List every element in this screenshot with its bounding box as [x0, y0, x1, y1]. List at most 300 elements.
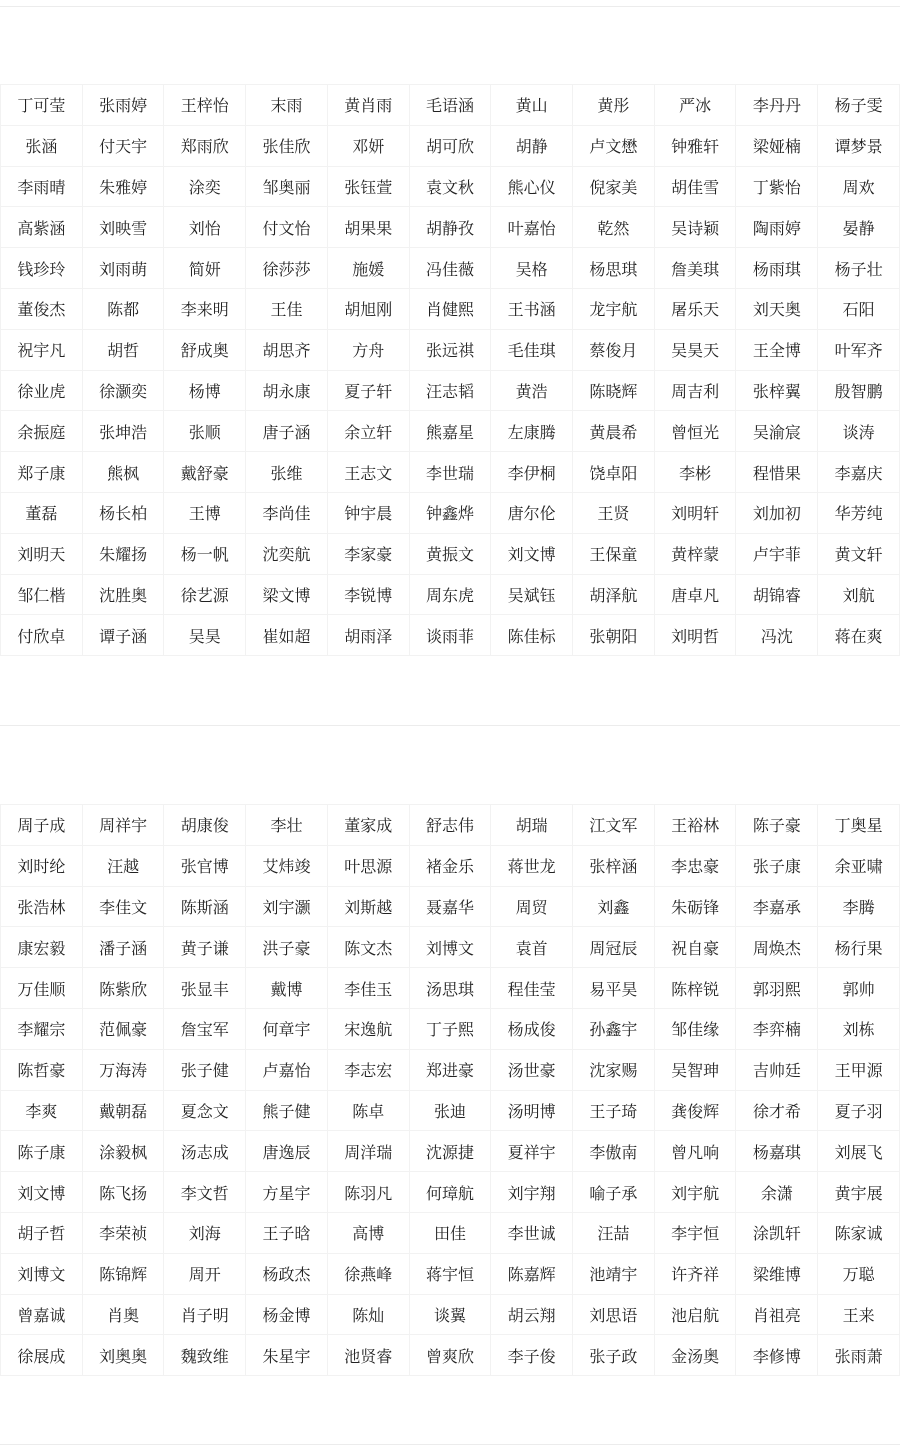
name-cell: 祝自豪 [654, 927, 736, 968]
name-cell: 夏子轩 [327, 370, 409, 411]
name-cell: 朱星宇 [246, 1335, 328, 1376]
name-cell: 胡果果 [327, 207, 409, 248]
name-cell: 张涵 [1, 125, 83, 166]
name-cell: 石阳 [818, 288, 900, 329]
name-cell: 孙鑫宇 [573, 1008, 655, 1049]
name-cell: 王子琦 [573, 1090, 655, 1131]
name-table-1 [0, 84, 900, 656]
name-cell: 刘明轩 [654, 492, 736, 533]
name-cell: 池靖宇 [573, 1253, 655, 1294]
name-cell: 毛语涵 [409, 85, 491, 126]
name-cell: 陈佳标 [491, 615, 573, 656]
name-cell: 胡佳雪 [654, 166, 736, 207]
name-cell: 徐才希 [736, 1090, 818, 1131]
name-cell: 张子政 [573, 1335, 655, 1376]
name-cell: 刘明哲 [654, 615, 736, 656]
name-cell: 胡静孜 [409, 207, 491, 248]
table-row [1, 411, 900, 452]
name-cell: 蒋在爽 [818, 615, 900, 656]
name-cell: 陈斯涵 [164, 886, 246, 927]
name-cell: 黄子谦 [164, 927, 246, 968]
name-cell: 刘博文 [409, 927, 491, 968]
table-row [1, 288, 900, 329]
name-cell: 杨子壮 [818, 248, 900, 289]
table-row [1, 452, 900, 493]
name-cell: 舒成奥 [164, 329, 246, 370]
name-cell: 李尚佳 [246, 492, 328, 533]
name-cell: 李佳文 [82, 886, 164, 927]
name-cell: 毛佳琪 [491, 329, 573, 370]
name-cell: 万佳顺 [1, 968, 83, 1009]
name-cell: 陈锦辉 [82, 1253, 164, 1294]
name-cell: 李宇恒 [654, 1212, 736, 1253]
table-row [1, 1008, 900, 1049]
name-cell: 李傲南 [573, 1131, 655, 1172]
name-cell: 艾炜竣 [246, 845, 328, 886]
name-cell: 钟鑫烨 [409, 492, 491, 533]
name-cell: 李来明 [164, 288, 246, 329]
name-cell: 沈家赐 [573, 1049, 655, 1090]
name-cell: 卢宇菲 [736, 533, 818, 574]
table-row [1, 1212, 900, 1253]
name-cell: 饶卓阳 [573, 452, 655, 493]
name-cell: 杨雨琪 [736, 248, 818, 289]
name-cell: 李爽 [1, 1090, 83, 1131]
name-cell: 祝宇凡 [1, 329, 83, 370]
name-cell: 刘天奥 [736, 288, 818, 329]
name-cell: 朱耀扬 [82, 533, 164, 574]
name-cell: 许齐祥 [654, 1253, 736, 1294]
name-cell: 胡云翔 [491, 1294, 573, 1335]
name-cell: 李彬 [654, 452, 736, 493]
name-cell: 刘文博 [1, 1172, 83, 1213]
name-cell: 王书涵 [491, 288, 573, 329]
name-cell: 魏致维 [164, 1335, 246, 1376]
name-cell: 陈子豪 [736, 805, 818, 846]
name-cell: 黄肖雨 [327, 85, 409, 126]
name-cell: 卢文懋 [573, 125, 655, 166]
name-cell: 唐尔伦 [491, 492, 573, 533]
name-cell: 涂毅枫 [82, 1131, 164, 1172]
name-cell: 胡瑞 [491, 805, 573, 846]
name-cell: 王全博 [736, 329, 818, 370]
name-cell: 左康腾 [491, 411, 573, 452]
name-cell: 邹奥丽 [246, 166, 328, 207]
name-cell: 李丹丹 [736, 85, 818, 126]
name-cell: 张官博 [164, 845, 246, 886]
name-cell: 杨子雯 [818, 85, 900, 126]
name-cell: 邓妍 [327, 125, 409, 166]
name-cell: 汤世豪 [491, 1049, 573, 1090]
name-cell: 丁紫怡 [736, 166, 818, 207]
name-cell: 卢嘉怡 [246, 1049, 328, 1090]
name-cell: 汤思琪 [409, 968, 491, 1009]
name-cell: 王梓怡 [164, 85, 246, 126]
name-cell: 陈都 [82, 288, 164, 329]
name-cell: 杨一帆 [164, 533, 246, 574]
name-cell: 吴斌钰 [491, 574, 573, 615]
name-cell: 杨嘉琪 [736, 1131, 818, 1172]
name-cell: 曾爽欣 [409, 1335, 491, 1376]
name-cell: 陈子康 [1, 1131, 83, 1172]
name-cell: 喻子承 [573, 1172, 655, 1213]
name-cell: 李修博 [736, 1335, 818, 1376]
name-cell: 涂凯轩 [736, 1212, 818, 1253]
name-cell: 何璋航 [409, 1172, 491, 1213]
name-cell: 杨成俊 [491, 1008, 573, 1049]
name-cell: 吴智珅 [654, 1049, 736, 1090]
name-cell: 郑进豪 [409, 1049, 491, 1090]
name-cell: 刘展飞 [818, 1131, 900, 1172]
name-cell: 黄文轩 [818, 533, 900, 574]
name-cell: 陈卓 [327, 1090, 409, 1131]
name-cell: 王贤 [573, 492, 655, 533]
name-cell: 徐业虎 [1, 370, 83, 411]
table-row [1, 492, 900, 533]
name-cell: 李弈楠 [736, 1008, 818, 1049]
name-cell: 周欢 [818, 166, 900, 207]
name-cell: 徐灏奕 [82, 370, 164, 411]
table-row [1, 927, 900, 968]
name-cell: 涂奕 [164, 166, 246, 207]
name-cell: 刘奥奥 [82, 1335, 164, 1376]
name-cell: 胡静 [491, 125, 573, 166]
name-cell: 胡康俊 [164, 805, 246, 846]
name-cell: 钟宇晨 [327, 492, 409, 533]
name-cell: 胡思齐 [246, 329, 328, 370]
name-cell: 余亚啸 [818, 845, 900, 886]
name-cell: 金汤奥 [654, 1335, 736, 1376]
name-cell: 李荣祯 [82, 1212, 164, 1253]
name-cell: 胡锦睿 [736, 574, 818, 615]
name-cell: 殷智鹏 [818, 370, 900, 411]
name-cell: 江文军 [573, 805, 655, 846]
name-cell: 胡永康 [246, 370, 328, 411]
name-cell: 肖健熙 [409, 288, 491, 329]
name-cell: 沈奕航 [246, 533, 328, 574]
name-cell: 潘子涵 [82, 927, 164, 968]
name-cell: 徐莎莎 [246, 248, 328, 289]
name-cell: 谭子涵 [82, 615, 164, 656]
name-cell: 胡雨泽 [327, 615, 409, 656]
name-cell: 陈家诚 [818, 1212, 900, 1253]
name-cell: 熊子健 [246, 1090, 328, 1131]
name-cell: 刘栋 [818, 1008, 900, 1049]
name-cell: 余潇 [736, 1172, 818, 1213]
table-row [1, 166, 900, 207]
name-cell: 王裕林 [654, 805, 736, 846]
name-cell: 熊心仪 [491, 166, 573, 207]
name-cell: 曾凡响 [654, 1131, 736, 1172]
name-cell: 张顺 [164, 411, 246, 452]
name-cell: 田佳 [409, 1212, 491, 1253]
table-row [1, 805, 900, 846]
name-cell: 朱雅婷 [82, 166, 164, 207]
name-cell: 周冠辰 [573, 927, 655, 968]
name-cell: 汪喆 [573, 1212, 655, 1253]
name-cell: 陈文杰 [327, 927, 409, 968]
name-cell: 李佳玉 [327, 968, 409, 1009]
name-cell: 余振庭 [1, 411, 83, 452]
table-row [1, 615, 900, 656]
name-cell: 梁维博 [736, 1253, 818, 1294]
name-cell: 沈源捷 [409, 1131, 491, 1172]
table-row [1, 1294, 900, 1335]
name-cell: 肖祖亮 [736, 1294, 818, 1335]
name-cell: 付文怡 [246, 207, 328, 248]
name-cell: 李世诚 [491, 1212, 573, 1253]
name-cell: 黄振文 [409, 533, 491, 574]
table-row [1, 574, 900, 615]
name-cell: 肖奥 [82, 1294, 164, 1335]
name-cell: 冯沈 [736, 615, 818, 656]
name-cell: 董家成 [327, 805, 409, 846]
name-cell: 王来 [818, 1294, 900, 1335]
name-cell: 周洋瑞 [327, 1131, 409, 1172]
name-cell: 屠乐天 [654, 288, 736, 329]
name-cell: 杨政杰 [246, 1253, 328, 1294]
name-cell: 何章宇 [246, 1008, 328, 1049]
name-cell: 袁首 [491, 927, 573, 968]
name-cell: 周吉利 [654, 370, 736, 411]
table-row [1, 1253, 900, 1294]
name-cell: 黄彤 [573, 85, 655, 126]
name-cell: 王甲源 [818, 1049, 900, 1090]
name-cell: 严冰 [654, 85, 736, 126]
table-row [1, 1131, 900, 1172]
name-cell: 陶雨婷 [736, 207, 818, 248]
name-cell: 付天宇 [82, 125, 164, 166]
name-cell: 黄宇展 [818, 1172, 900, 1213]
table-row [1, 1172, 900, 1213]
name-cell: 刘海 [164, 1212, 246, 1253]
name-cell: 张雨婷 [82, 85, 164, 126]
name-cell: 叶军齐 [818, 329, 900, 370]
table-row [1, 1049, 900, 1090]
name-cell: 丁可莹 [1, 85, 83, 126]
name-cell: 王子晗 [246, 1212, 328, 1253]
name-cell: 张迪 [409, 1090, 491, 1131]
name-cell: 杨行果 [818, 927, 900, 968]
name-cell: 李志宏 [327, 1049, 409, 1090]
name-cell: 范佩豪 [82, 1008, 164, 1049]
name-cell: 张远祺 [409, 329, 491, 370]
name-cell: 万海涛 [82, 1049, 164, 1090]
name-cell: 池贤睿 [327, 1335, 409, 1376]
table-row [1, 845, 900, 886]
name-cell: 袁文秋 [409, 166, 491, 207]
name-cell: 詹美琪 [654, 248, 736, 289]
name-cell: 曾恒光 [654, 411, 736, 452]
middle-divider [0, 725, 900, 726]
name-cell: 方星宇 [246, 1172, 328, 1213]
name-cell: 褚金乐 [409, 845, 491, 886]
name-cell: 刘时纶 [1, 845, 83, 886]
name-cell: 唐子涵 [246, 411, 328, 452]
name-cell: 刘文博 [491, 533, 573, 574]
name-cell: 徐艺源 [164, 574, 246, 615]
name-cell: 汤明博 [491, 1090, 573, 1131]
name-cell: 张子康 [736, 845, 818, 886]
name-cell: 刘博文 [1, 1253, 83, 1294]
name-cell: 张钰萱 [327, 166, 409, 207]
name-cell: 黄梓蒙 [654, 533, 736, 574]
name-cell: 高博 [327, 1212, 409, 1253]
name-cell: 胡旭刚 [327, 288, 409, 329]
name-cell: 丁奥星 [818, 805, 900, 846]
name-cell: 冯佳薇 [409, 248, 491, 289]
name-cell: 张梓涵 [573, 845, 655, 886]
table-row [1, 85, 900, 126]
name-cell: 刘宇翔 [491, 1172, 573, 1213]
name-cell: 杨博 [164, 370, 246, 411]
name-cell: 夏祥宇 [491, 1131, 573, 1172]
name-cell: 华芳纯 [818, 492, 900, 533]
name-cell: 郭羽熙 [736, 968, 818, 1009]
name-cell: 谈翼 [409, 1294, 491, 1335]
name-cell: 张子健 [164, 1049, 246, 1090]
name-cell: 钟雅轩 [654, 125, 736, 166]
name-cell: 王博 [164, 492, 246, 533]
name-cell: 洪子豪 [246, 927, 328, 968]
name-cell: 黄山 [491, 85, 573, 126]
name-cell: 李世瑞 [409, 452, 491, 493]
name-cell: 胡子哲 [1, 1212, 83, 1253]
name-cell: 吴昊 [164, 615, 246, 656]
name-cell: 宋逸航 [327, 1008, 409, 1049]
name-cell: 杨思琪 [573, 248, 655, 289]
table-row [1, 248, 900, 289]
name-cell: 刘映雪 [82, 207, 164, 248]
name-table-2 [0, 804, 900, 1376]
name-cell: 晏静 [818, 207, 900, 248]
name-cell: 万聪 [818, 1253, 900, 1294]
name-cell: 崔如超 [246, 615, 328, 656]
table-row [1, 370, 900, 411]
name-cell: 李嘉庆 [818, 452, 900, 493]
name-cell: 汪志韬 [409, 370, 491, 411]
name-cell: 詹宝军 [164, 1008, 246, 1049]
name-cell: 谈雨菲 [409, 615, 491, 656]
name-cell: 叶思源 [327, 845, 409, 886]
name-cell: 肖子明 [164, 1294, 246, 1335]
name-cell: 刘宇航 [654, 1172, 736, 1213]
name-cell: 龙宇航 [573, 288, 655, 329]
name-cell: 戴博 [246, 968, 328, 1009]
name-cell: 胡可欣 [409, 125, 491, 166]
name-cell: 张坤浩 [82, 411, 164, 452]
top-divider [0, 6, 900, 7]
name-cell: 张佳欣 [246, 125, 328, 166]
name-cell: 徐展成 [1, 1335, 83, 1376]
name-cell: 刘思语 [573, 1294, 655, 1335]
name-cell: 陈哲豪 [1, 1049, 83, 1090]
name-cell: 谭梦景 [818, 125, 900, 166]
name-cell: 曾嘉诚 [1, 1294, 83, 1335]
name-cell: 李忠豪 [654, 845, 736, 886]
name-cell: 钱珍玲 [1, 248, 83, 289]
table-row [1, 125, 900, 166]
name-cell: 李伊桐 [491, 452, 573, 493]
name-cell: 高紫涵 [1, 207, 83, 248]
name-cell: 周东虎 [409, 574, 491, 615]
name-cell: 陈嘉辉 [491, 1253, 573, 1294]
name-cell: 程佳莹 [491, 968, 573, 1009]
name-cell: 董俊杰 [1, 288, 83, 329]
name-cell: 刘斯越 [327, 886, 409, 927]
name-cell: 方舟 [327, 329, 409, 370]
name-cell: 张维 [246, 452, 328, 493]
name-cell: 王保童 [573, 533, 655, 574]
table-row [1, 1335, 900, 1376]
name-cell: 李雨晴 [1, 166, 83, 207]
name-cell: 李耀宗 [1, 1008, 83, 1049]
name-cell: 胡哲 [82, 329, 164, 370]
name-cell: 刘鑫 [573, 886, 655, 927]
name-cell: 邹仁楷 [1, 574, 83, 615]
name-cell: 郭帅 [818, 968, 900, 1009]
table-row [1, 329, 900, 370]
name-cell: 周子成 [1, 805, 83, 846]
name-cell: 戴朝磊 [82, 1090, 164, 1131]
name-cell: 刘宇灏 [246, 886, 328, 927]
name-cell: 易平昊 [573, 968, 655, 1009]
table-row [1, 1090, 900, 1131]
table-row [1, 968, 900, 1009]
name-cell: 朱砺锋 [654, 886, 736, 927]
name-cell: 叶嘉怡 [491, 207, 573, 248]
name-cell: 刘加初 [736, 492, 818, 533]
name-cell: 刘雨萌 [82, 248, 164, 289]
name-cell: 吴渝宸 [736, 411, 818, 452]
name-cell: 李锐博 [327, 574, 409, 615]
name-cell: 池启航 [654, 1294, 736, 1335]
name-cell: 吴昊天 [654, 329, 736, 370]
name-cell: 蒋世龙 [491, 845, 573, 886]
name-cell: 蔡俊月 [573, 329, 655, 370]
name-cell: 陈晓辉 [573, 370, 655, 411]
name-cell: 梁娅楠 [736, 125, 818, 166]
name-cell: 吉帅廷 [736, 1049, 818, 1090]
name-cell: 黄晨希 [573, 411, 655, 452]
name-cell: 熊枫 [82, 452, 164, 493]
name-cell: 张梓翼 [736, 370, 818, 411]
name-cell: 胡泽航 [573, 574, 655, 615]
name-cell: 梁文博 [246, 574, 328, 615]
name-cell: 周焕杰 [736, 927, 818, 968]
name-cell: 舒志伟 [409, 805, 491, 846]
name-cell: 刘明天 [1, 533, 83, 574]
name-cell: 郑子康 [1, 452, 83, 493]
name-cell: 周祥宇 [82, 805, 164, 846]
name-cell: 董磊 [1, 492, 83, 533]
name-cell: 蒋宇恒 [409, 1253, 491, 1294]
name-cell: 张浩林 [1, 886, 83, 927]
table-row [1, 886, 900, 927]
name-cell: 郑雨欣 [164, 125, 246, 166]
name-cell: 李嘉承 [736, 886, 818, 927]
name-cell: 熊嘉星 [409, 411, 491, 452]
name-cell: 唐卓凡 [654, 574, 736, 615]
name-cell: 李子俊 [491, 1335, 573, 1376]
name-cell: 周开 [164, 1253, 246, 1294]
name-cell: 施媛 [327, 248, 409, 289]
name-cell: 丁子熙 [409, 1008, 491, 1049]
name-cell: 龚俊辉 [654, 1090, 736, 1131]
name-cell: 倪家美 [573, 166, 655, 207]
name-cell: 康宏毅 [1, 927, 83, 968]
name-cell: 戴舒豪 [164, 452, 246, 493]
